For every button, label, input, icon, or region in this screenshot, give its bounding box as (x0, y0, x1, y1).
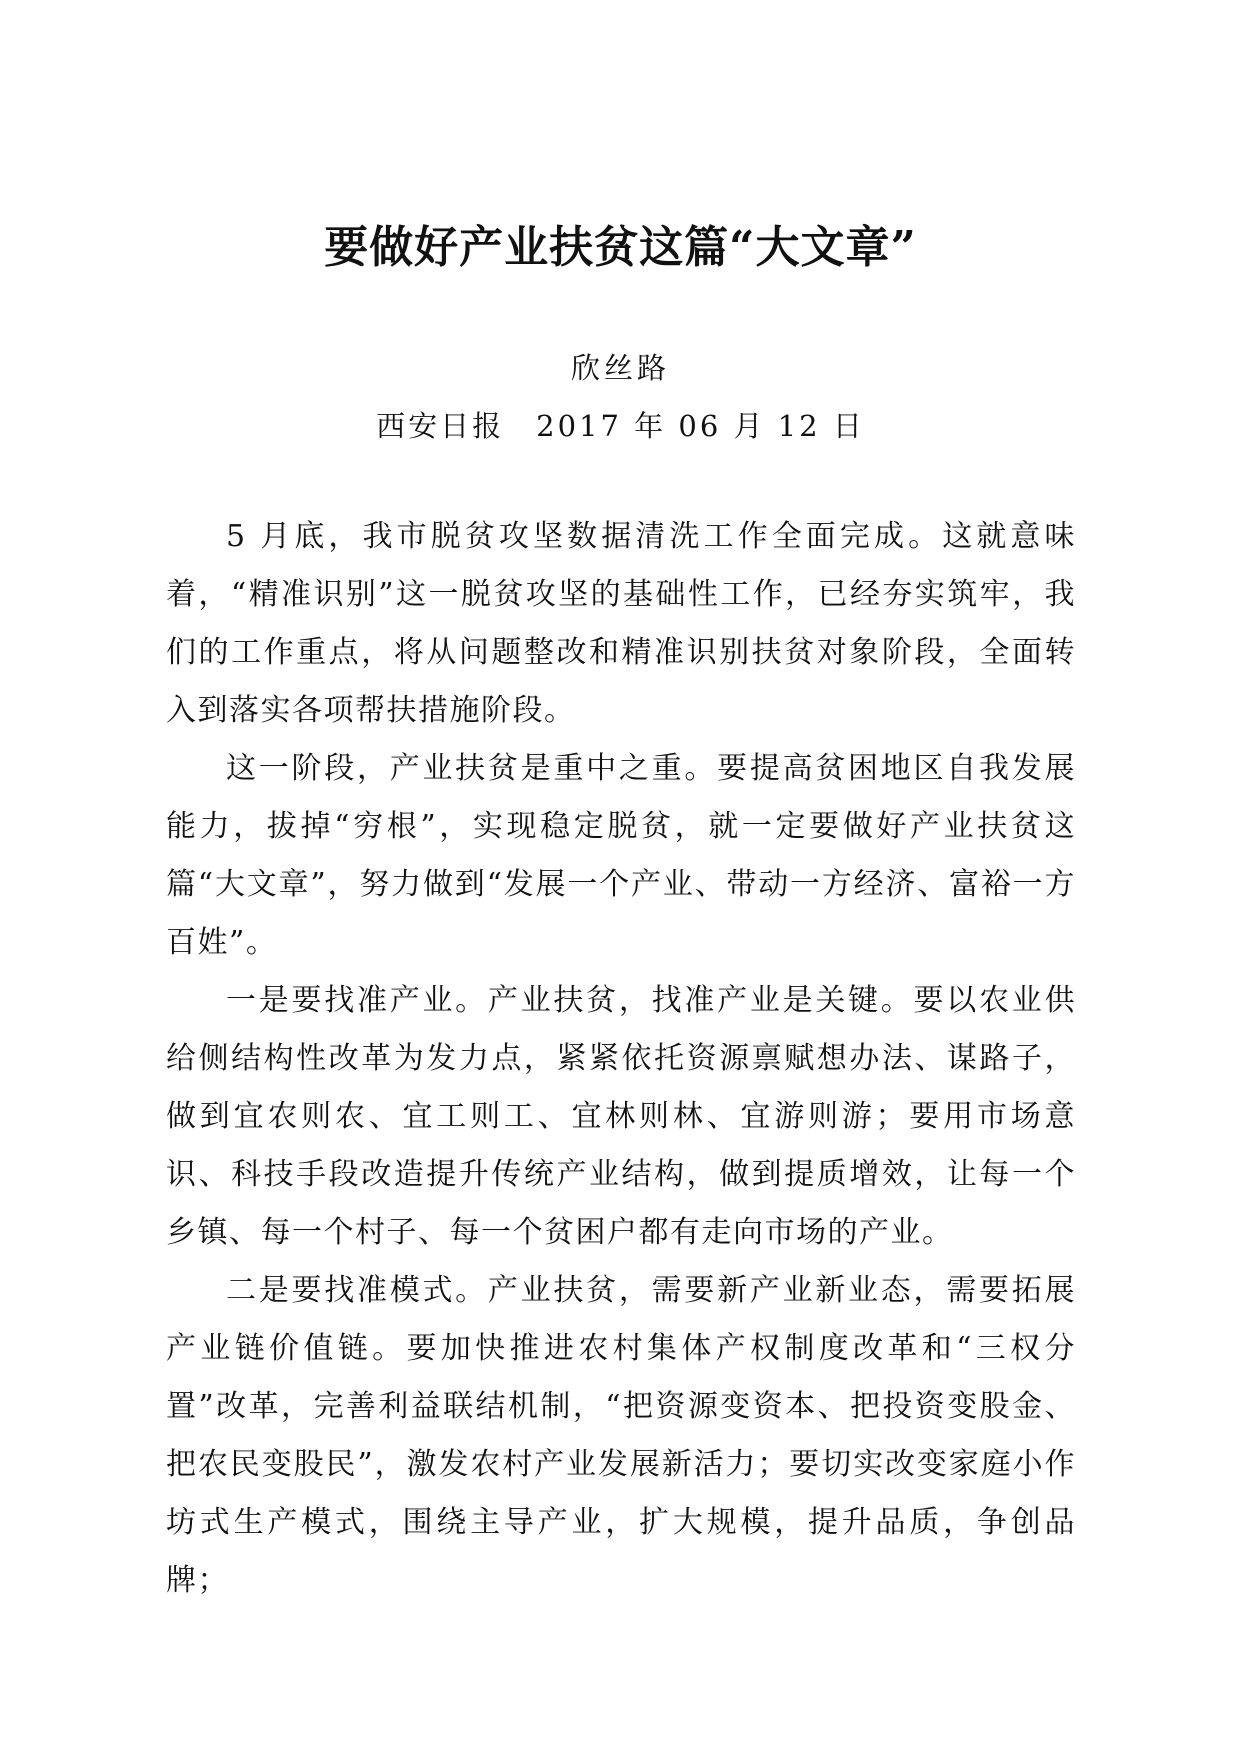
article-source-date: 西安日报 2017 年 06 月 12 日 (376, 409, 865, 443)
article-title: 要做好产业扶贫这篇“大文章” (324, 222, 917, 273)
article-author: 欣丝路 (570, 351, 670, 385)
paragraph: 这一阶段，产业扶贫是重中之重。要提高贫困地区自我发展能力，拔掉“穷根”，实现稳定脱贫，就一定要做好产业扶贫这篇“大文章”，努力做到“发展一个产业、带动一方经济、富裕一方百姓”。 (166, 751, 1076, 960)
paragraph: 一是要找准产业。产业扶贫，找准产业是关键。要以农业供给侧结构性改革为发力点，紧紧依托资源禀赋想办法、谋路子，做到宜农则农、宜工则工、宜林则林、宜游则游；要用市场意识、科技手段改造提升传统产业结构，做到提质增效，让每一个乡镇、每一个村子、每一个贫困户都有走向市场的产业。 (166, 983, 1076, 1250)
article-body (166, 508, 1076, 1610)
paragraph: 二是要找准模式。产业扶贫，需要新产业新业态，需要拓展产业链价值链。要加快推进农村集体产权制度改革和“三权分置”改革，完善利益联结机制，“把资源变资本、把投资变股金、把农民变股民”，激发农村产业发展新活力；要切实改变家庭小作坊式生产模式，围绕主导产业，扩大规模，提升品质，争创品牌； (166, 1273, 1076, 1598)
paragraph: 5 月底，我市脱贫攻坚数据清洗工作全面完成。这就意味着，“精准识别”这一脱贫攻坚的基础性工作，已经夯实筑牢，我们的工作重点，将从问题整改和精准识别扶贫对象阶段，全面转入到落实各项帮扶措施阶段。 (166, 519, 1076, 728)
